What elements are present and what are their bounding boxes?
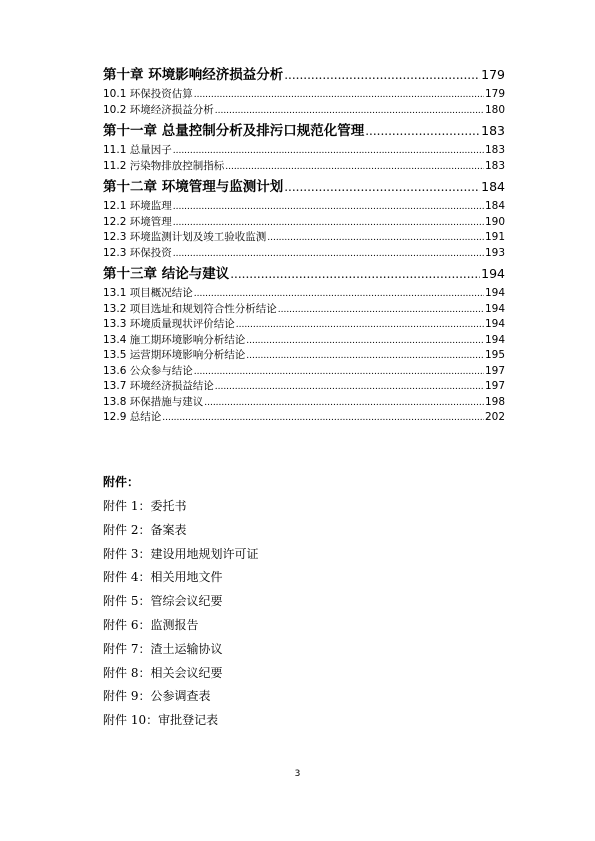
toc-dot-leader — [194, 88, 484, 104]
toc-section-number: 13.8 — [103, 395, 127, 408]
appendix-heading: 附件： — [103, 475, 140, 489]
toc-dot-leader — [284, 175, 480, 200]
toc-section-title: 环境监理 — [129, 200, 172, 212]
toc-section-entry[interactable] — [103, 348, 505, 364]
toc-section-number: 10.1 — [103, 88, 127, 100]
toc-chapter-title: 第十二章 环境管理与监测计划 — [103, 179, 284, 195]
toc-section-title: 施工期环境影响分析结论 — [129, 333, 246, 346]
toc-dot-leader — [194, 287, 484, 303]
toc-section-entry[interactable] — [103, 395, 505, 411]
toc-section-title: 运营期环境影响分析结论 — [129, 349, 246, 361]
toc-section-title: 环境监测计划及竣工验收监测 — [129, 231, 267, 243]
toc-section-label — [103, 87, 193, 103]
toc-section-number: 12.9 — [103, 411, 127, 423]
table-of-contents — [103, 62, 505, 426]
toc-section-number: 13.1 — [103, 287, 127, 299]
toc-section-entry[interactable] — [103, 199, 505, 215]
toc-section-title: 环保措施与建议 — [129, 395, 204, 408]
toc-section-entry[interactable] — [103, 230, 505, 246]
toc-page-number: 195 — [484, 349, 505, 361]
toc-section-title: 环境经济损益结论 — [129, 380, 214, 392]
toc-page-number: 179 — [484, 88, 505, 100]
toc-section-number: 11.1 — [103, 144, 127, 156]
toc-section-entry[interactable] — [103, 143, 505, 159]
toc-dot-leader — [215, 104, 484, 120]
toc-section-title: 环境质量现状评价结论 — [129, 318, 235, 330]
toc-page-number: 194 — [481, 266, 505, 281]
toc-chapter-title: 第十一章 总量控制分析及排污口规范化管理 — [103, 123, 365, 139]
toc-page-number: 193 — [484, 246, 505, 259]
toc-page-number: 190 — [484, 215, 505, 228]
toc-section-number: 11.2 — [103, 159, 127, 172]
toc-section-title: 环境经济损益分析 — [129, 103, 214, 116]
toc-dot-leader — [162, 411, 484, 427]
toc-dot-leader — [215, 380, 484, 396]
toc-dot-leader — [230, 262, 480, 287]
toc-section-title: 环保投资 — [129, 246, 172, 259]
toc-section-entry[interactable] — [103, 317, 505, 333]
appendix-item: 附件 2：备案表 — [103, 522, 187, 537]
toc-section-title: 总结论 — [129, 411, 162, 423]
toc-section-label — [103, 143, 172, 159]
toc-page-number: 194 — [484, 333, 505, 346]
toc-section-label — [103, 348, 245, 364]
toc-section-number: 13.5 — [103, 349, 127, 361]
toc-dot-leader — [246, 334, 484, 350]
toc-section-number: 10.2 — [103, 103, 127, 116]
toc-section-entry[interactable] — [103, 215, 505, 231]
toc-page-number: 180 — [484, 103, 505, 116]
toc-section-entry[interactable] — [103, 159, 505, 175]
toc-section-title: 环境管理 — [129, 215, 172, 228]
toc-dot-leader — [173, 247, 484, 263]
toc-section-label — [103, 302, 277, 318]
toc-section-entry[interactable] — [103, 364, 505, 380]
toc-section-title: 总量因子 — [129, 144, 172, 156]
toc-section-entry[interactable] — [103, 410, 505, 426]
toc-section-label — [103, 230, 266, 246]
toc-section-label — [103, 246, 172, 262]
toc-section-label — [103, 333, 245, 349]
toc-page-number: 183 — [484, 159, 505, 172]
toc-section-label — [103, 395, 203, 411]
toc-page-number: 179 — [481, 67, 505, 82]
toc-section-number: 13.7 — [103, 380, 127, 392]
toc-section-label — [103, 159, 224, 175]
toc-section-title: 环保投资估算 — [129, 88, 193, 100]
toc-section-number: 13.3 — [103, 318, 127, 330]
toc-section-entry[interactable] — [103, 302, 505, 318]
toc-section-number: 12.1 — [103, 200, 127, 212]
toc-dot-leader — [194, 365, 484, 381]
toc-section-number: 12.3 — [103, 231, 127, 243]
appendix-item: 附件 8：相关会议纪要 — [103, 665, 223, 680]
toc-dot-leader — [246, 349, 484, 365]
toc-section-title: 公众参与结论 — [129, 364, 193, 377]
toc-section-title: 项目选址和规划符合性分析结论 — [129, 302, 277, 315]
toc-page-number: 183 — [481, 123, 505, 138]
toc-section-label — [103, 364, 193, 380]
toc-section-entry[interactable] — [103, 379, 505, 395]
toc-dot-leader — [173, 144, 484, 160]
appendix-item: 附件 7：渣土运输协议 — [103, 641, 223, 656]
toc-chapter-title: 第十三章 结论与建议 — [103, 266, 230, 282]
appendix-item: 附件 3：建设用地规划许可证 — [103, 546, 259, 561]
appendix-item: 附件 5：管综会议纪要 — [103, 594, 223, 609]
page-number: 3 — [294, 769, 301, 779]
toc-dot-leader — [173, 216, 484, 232]
toc-dot-leader — [236, 318, 484, 334]
toc-section-number: 12.2 — [103, 215, 127, 228]
toc-section-number: 13.4 — [103, 333, 127, 346]
toc-dot-leader — [173, 200, 484, 216]
toc-dot-leader — [284, 63, 480, 88]
toc-section-label — [103, 286, 193, 302]
toc-dot-leader — [204, 396, 484, 412]
toc-section-title: 项目概况结论 — [129, 287, 193, 299]
toc-section-title: 污染物排放控制指标 — [129, 159, 225, 172]
appendix-item: 附件 10：审批登记表 — [103, 713, 219, 728]
toc-section-entry[interactable] — [103, 286, 505, 302]
toc-page-number: 183 — [484, 144, 505, 156]
toc-section-label — [103, 199, 172, 215]
toc-page-number: 184 — [484, 200, 505, 212]
toc-section-entry[interactable] — [103, 333, 505, 349]
toc-page-number: 197 — [484, 364, 505, 377]
toc-section-entry[interactable] — [103, 103, 505, 119]
toc-section-label — [103, 379, 214, 395]
toc-section-number: 13.2 — [103, 302, 127, 315]
toc-chapter-title: 第十章 环境影响经济损益分析 — [103, 67, 284, 83]
toc-section-label — [103, 215, 172, 231]
toc-page-number: 198 — [484, 395, 505, 408]
toc-dot-leader — [267, 231, 484, 247]
toc-section-number: 12.3 — [103, 246, 127, 259]
appendix-list — [103, 474, 258, 736]
toc-page-number: 202 — [484, 411, 505, 423]
toc-dot-leader — [278, 303, 484, 319]
toc-page-number: 194 — [484, 302, 505, 315]
toc-chapter-entry[interactable] — [103, 174, 505, 199]
toc-dot-leader — [225, 160, 484, 176]
toc-chapter-entry[interactable] — [103, 118, 505, 143]
appendix-item: 附件 9：公参调查表 — [103, 689, 211, 704]
toc-chapter-entry[interactable] — [103, 261, 505, 286]
toc-section-label — [103, 103, 214, 119]
toc-section-entry[interactable] — [103, 246, 505, 262]
appendix-item: 附件 4：相关用地文件 — [103, 570, 223, 585]
toc-page-number: 194 — [484, 287, 505, 299]
toc-page-number: 184 — [481, 179, 505, 194]
appendix-item: 附件 1：委托书 — [103, 499, 187, 513]
appendix-item: 附件 6：监测报告 — [103, 617, 199, 632]
toc-section-entry[interactable] — [103, 87, 505, 103]
toc-dot-leader — [365, 119, 480, 144]
toc-page-number: 194 — [484, 318, 505, 330]
toc-page-number: 197 — [484, 380, 505, 392]
toc-page-number: 191 — [484, 231, 505, 243]
toc-section-label — [103, 410, 161, 426]
toc-section-number: 13.6 — [103, 364, 127, 377]
toc-section-label — [103, 317, 235, 333]
toc-chapter-entry[interactable] — [103, 62, 505, 87]
